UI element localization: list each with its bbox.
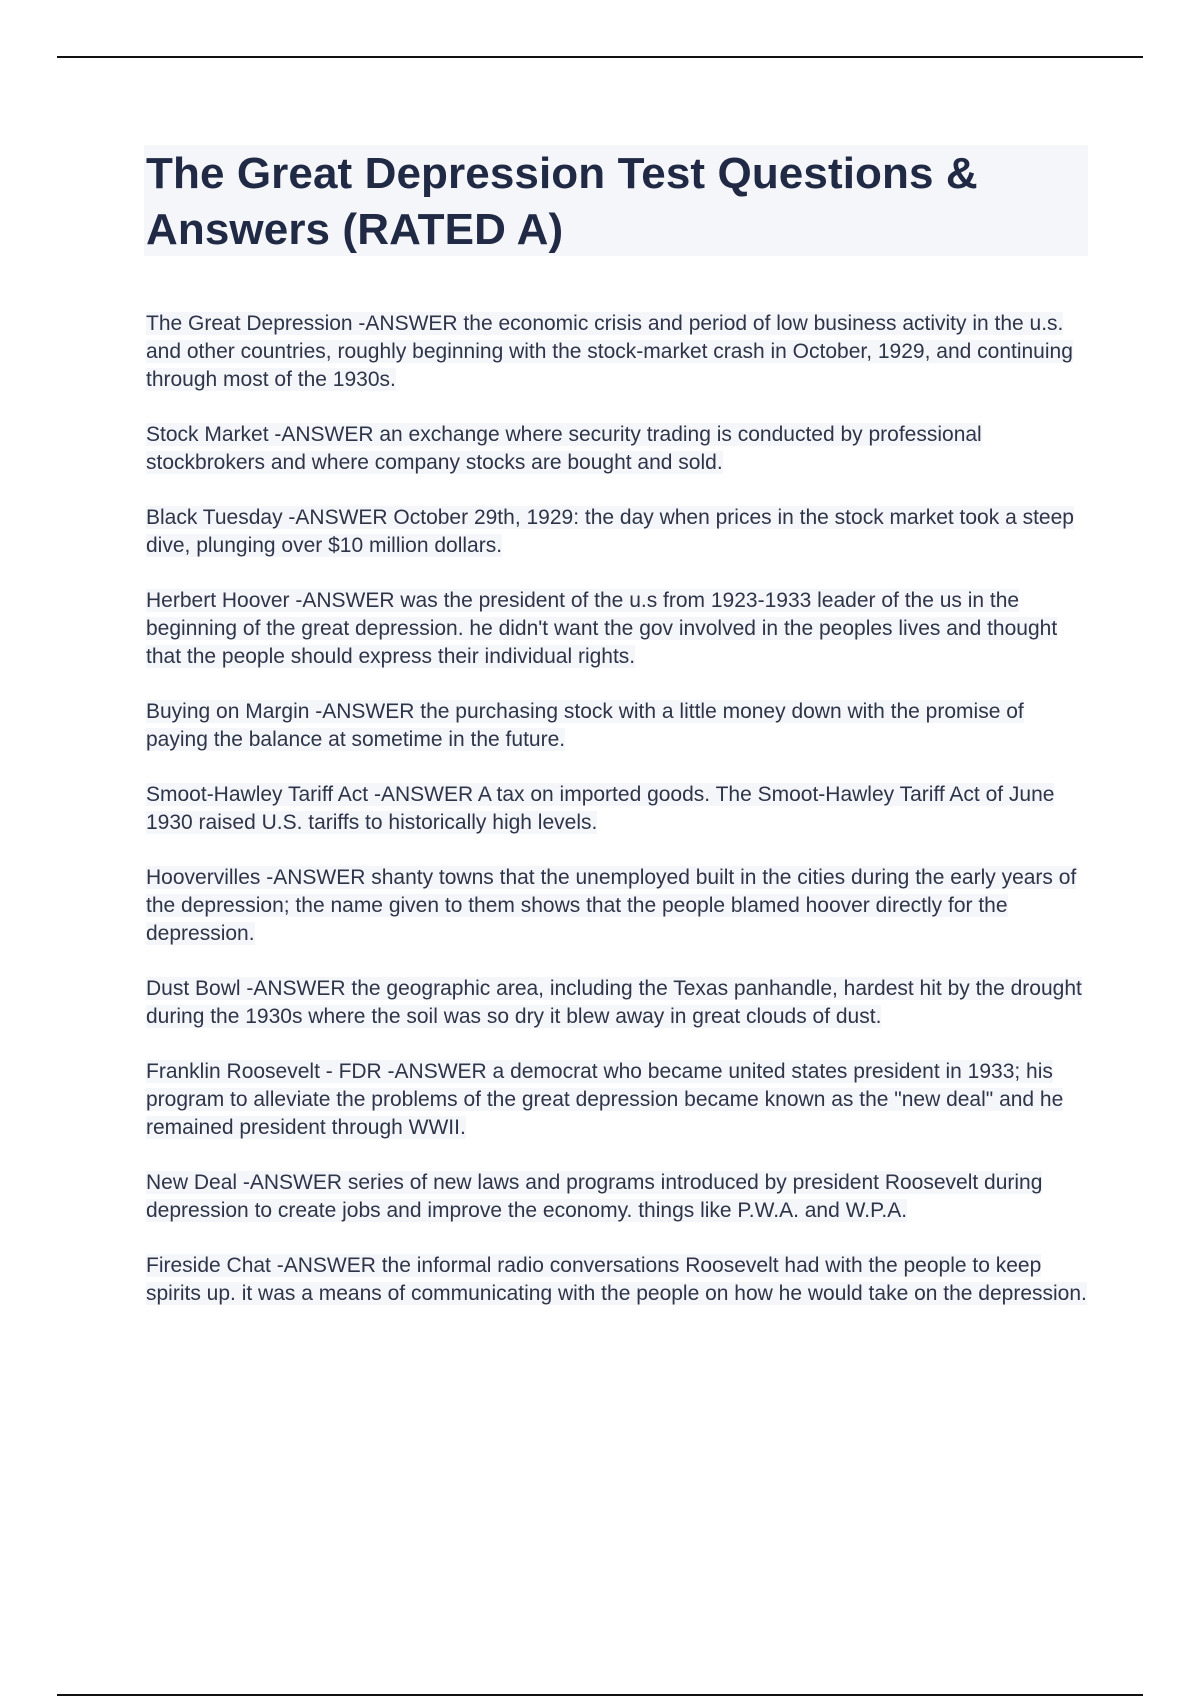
qa-text: The Great Depression -ANSWER the economic crisis and period of low business activity in the u.s. and other countries, roughly beginning with the stock-market crash in October, 1929, and continuing through most of the 1930s. [146, 312, 1073, 391]
qa-item-dust-bowl [146, 975, 1090, 1031]
qa-item-franklin-roosevelt [146, 1058, 1090, 1142]
qa-item-smoot-hawley [146, 781, 1090, 837]
qa-item-great-depression [146, 310, 1090, 394]
qa-item-stock-market [146, 421, 1090, 477]
qa-item-buying-on-margin [146, 698, 1090, 754]
qa-text: Smoot-Hawley Tariff Act -ANSWER A tax on imported goods. The Smoot-Hawley Tariff Act of June 1930 raised U.S. tariffs to historically high levels. [146, 783, 1055, 834]
qa-text: Franklin Roosevelt - FDR -ANSWER a democrat who became united states president in 1933; his program to alleviate the problems of the great depression became known as the "new deal" and he remained president through WWII. [146, 1060, 1064, 1139]
qa-item-hoovervilles [146, 864, 1090, 948]
qa-item-black-tuesday [146, 504, 1090, 560]
qa-item-herbert-hoover [146, 587, 1090, 671]
top-rule [57, 56, 1143, 58]
qa-text: Fireside Chat -ANSWER the informal radio conversations Roosevelt had with the people to keep spirits up. it was a means of communicating with the people on how he would take on the depression. [146, 1254, 1087, 1305]
qa-list [146, 310, 1090, 1335]
qa-text: Black Tuesday -ANSWER October 29th, 1929: the day when prices in the stock market took a steep dive, plunging over $10 million dollars. [146, 506, 1074, 557]
qa-text: Hoovervilles -ANSWER shanty towns that the unemployed built in the cities during the early years of the depression; the name given to them shows that the people blamed hoover directly for the depression. [146, 866, 1077, 945]
qa-text: Stock Market -ANSWER an exchange where security trading is conducted by professional stockbrokers and where company stocks are bought and sold. [146, 423, 982, 474]
qa-text: New Deal -ANSWER series of new laws and programs introduced by president Roosevelt during depression to create jobs and improve the economy. things like P.W.A. and W.P.A. [146, 1171, 1043, 1222]
qa-item-new-deal [146, 1169, 1090, 1225]
document-title: The Great Depression Test Questions & Answers (RATED A) [146, 149, 978, 254]
qa-text: Buying on Margin -ANSWER the purchasing stock with a little money down with the promise of paying the balance at sometime in the future. [146, 700, 1024, 751]
qa-item-fireside-chat [146, 1252, 1090, 1308]
qa-text: Dust Bowl -ANSWER the geographic area, including the Texas panhandle, hardest hit by the drought during the 1930s where the soil was so dry it blew away in great clouds of dust. [146, 977, 1082, 1028]
bottom-rule [57, 1694, 1143, 1696]
qa-text: Herbert Hoover -ANSWER was the president of the u.s from 1923-1933 leader of the us in the beginning of the great depression. he didn't want the gov involved in the peoples lives and thought that the people should express their individual rights. [146, 589, 1058, 668]
